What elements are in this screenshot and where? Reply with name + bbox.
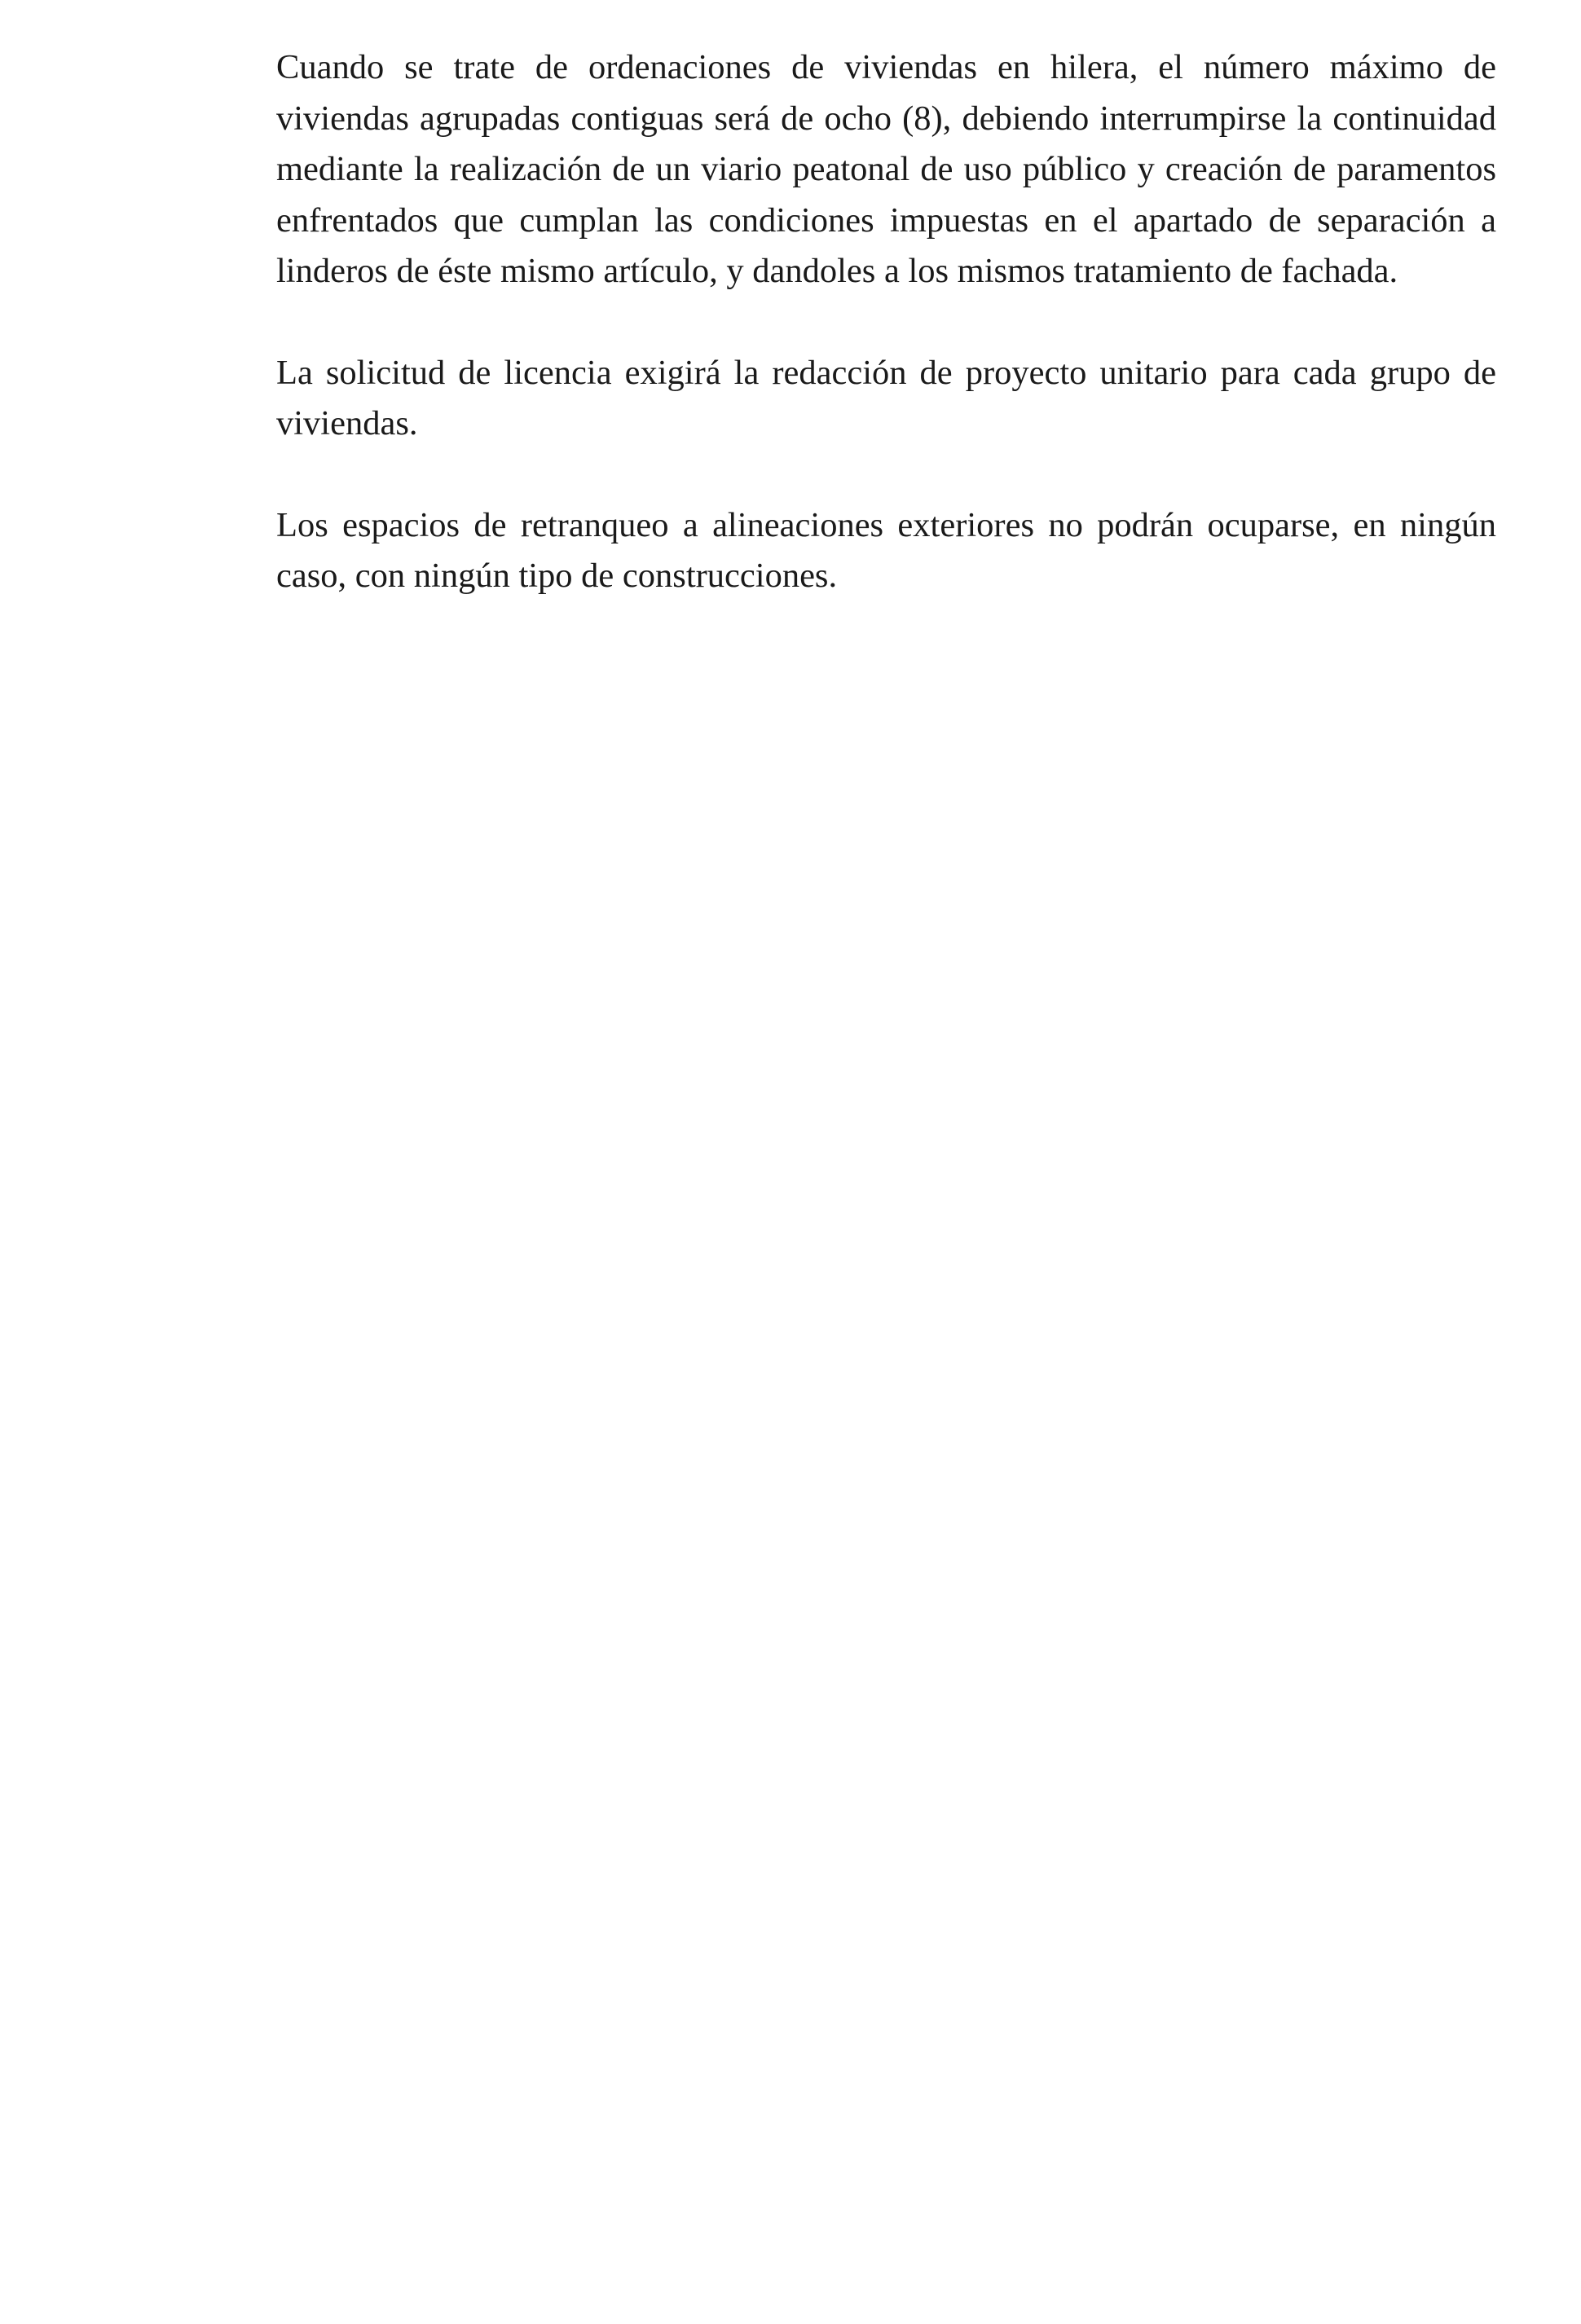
document-body <box>276 42 1496 653</box>
paragraph-hilera: Cuando se trate de ordenaciones de viviendas en hilera, el número máximo de viviendas agrupadas contiguas será de ocho (8), debiendo interrumpirse la continuidad mediante la realización de un viario peatonal de uso público y creación de paramentos enfrentados que cumplan las condiciones impuestas en el apartado de separación a linderos de éste mismo artículo, y dandoles a los mismos tratamiento de fachada. <box>276 48 1496 290</box>
paragraph-retranqueo: Los espacios de retranqueo a alineaciones exteriores no podrán ocuparse, en ningún caso, con ningún tipo de construcciones. <box>276 505 1496 595</box>
paragraph-licencia: La solicitud de licencia exigirá la redacción de proyecto unitario para cada grupo de viviendas. <box>276 353 1496 442</box>
